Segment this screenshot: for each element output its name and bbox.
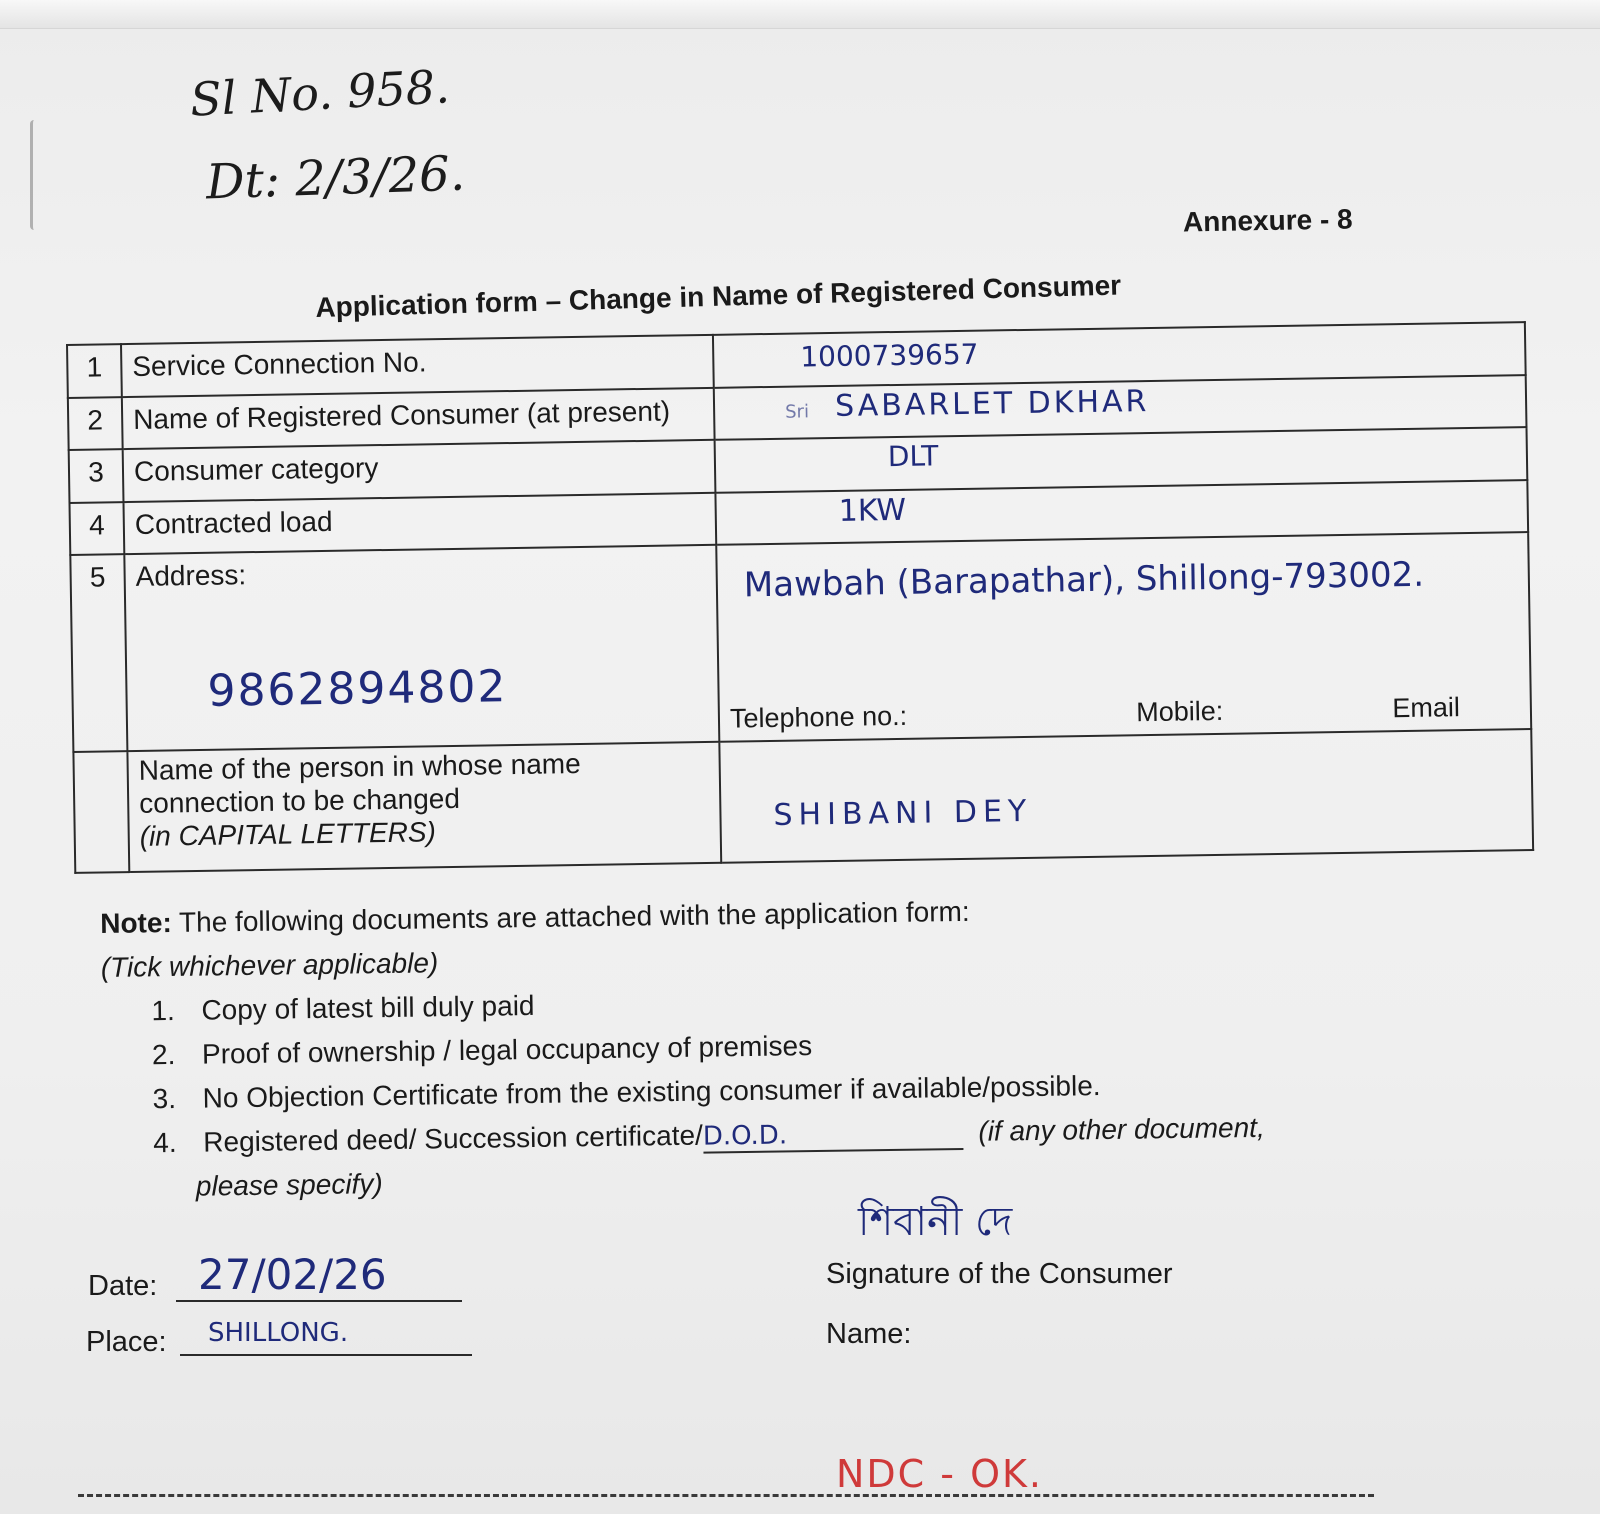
row-label: Address:: [135, 559, 247, 593]
date-label: Date:: [88, 1270, 158, 1302]
annexure-label: Annexure - 8: [1182, 203, 1353, 238]
separator-dashed-line: [78, 1494, 1374, 1497]
item4-continuation: please specify): [195, 1168, 383, 1202]
address-label-cell: [124, 545, 719, 751]
row-label: Contracted load: [123, 493, 716, 555]
list-item[interactable]: 3. No Objection Certificate from the existing consumer if available/possible.: [152, 1070, 1101, 1115]
notes-section: [100, 892, 1266, 1216]
row-number: 1: [67, 344, 122, 397]
consumer-category-handwritten: DLT: [887, 439, 939, 474]
note-bold-label: Note:: [100, 907, 172, 939]
list-item[interactable]: 4. Registered deed/ Succession certificate/D.O.D. (if any other document,: [153, 1111, 1265, 1159]
other-document-handwritten: D.O.D.: [702, 1120, 788, 1152]
new-name-label-line-3: (in CAPITAL LETTERS): [139, 816, 437, 853]
new-name-label-line-2: connection to be changed: [138, 783, 461, 820]
list-item[interactable]: 2. Proof of ownership / legal occupancy of premises: [151, 1030, 813, 1071]
tick-hint: (Tick whichever applicable): [100, 947, 439, 983]
row-number-empty: [73, 752, 129, 873]
registered-consumer-handwritten: SABARLET DKHAR: [834, 383, 1150, 424]
place-handwritten: SHILLONG.: [208, 1318, 349, 1348]
row-number: 4: [69, 502, 124, 555]
telephone-label: Telephone no.:: [729, 701, 908, 735]
new-name-handwritten: SHIBANI DEY: [773, 794, 1033, 834]
new-name-label-line-1: Name of the person in whose name: [138, 748, 581, 787]
row-number: 5: [70, 554, 127, 752]
mobile-label: Mobile:: [1135, 696, 1224, 728]
serial-number-handwritten: Sl No. 958.: [188, 59, 451, 127]
place-label: Place:: [86, 1326, 167, 1358]
binder-clip: [30, 120, 43, 230]
address-handwritten: Mawbah (Barapathar), Shillong-793002.: [743, 555, 1425, 606]
table-row: [70, 532, 1531, 752]
email-label: Email: [1392, 692, 1461, 724]
service-connection-handwritten: 1000739657: [800, 337, 979, 374]
contact-labels: [730, 692, 1520, 735]
date-received-handwritten: Dt: 2/3/26.: [205, 145, 466, 211]
list-item[interactable]: 1. Copy of latest bill duly paid: [151, 989, 535, 1027]
phone-number-handwritten: 9862894802: [207, 661, 508, 718]
place-field[interactable]: [180, 1318, 472, 1356]
date-handwritten: 27/02/26: [198, 1250, 387, 1299]
row-label: Consumer category: [123, 440, 716, 502]
row-label: Service Connection No.: [121, 335, 714, 397]
signature-label: Signature of the Consumer: [826, 1258, 1173, 1290]
address-value[interactable]: [716, 532, 1531, 742]
table-row: [73, 730, 1533, 873]
contracted-load-handwritten: 1KW: [838, 492, 907, 529]
consumer-signature-handwritten: শিবানী দে: [858, 1199, 1013, 1245]
row-number: 3: [69, 449, 124, 502]
form-title: Application form – Change in Name of Registered Consumer: [315, 269, 1122, 323]
consumer-prefix-handwritten: Sri: [784, 400, 810, 423]
documents-list: [101, 980, 1265, 1172]
paper-top-fold: [0, 0, 1600, 29]
row-label: Name of Registered Consumer (at present): [122, 387, 715, 449]
note-text: The following documents are attached with the application form:: [171, 895, 970, 938]
other-document-field[interactable]: [703, 1116, 963, 1154]
date-field[interactable]: [176, 1250, 462, 1302]
row-number: 2: [68, 397, 123, 450]
name-label: Name:: [826, 1318, 912, 1350]
new-name-value[interactable]: [719, 730, 1533, 863]
ndc-ok-handwritten: NDC - OK.: [836, 1452, 1043, 1496]
application-form-table: [66, 321, 1534, 874]
new-name-label-cell: [127, 742, 721, 872]
